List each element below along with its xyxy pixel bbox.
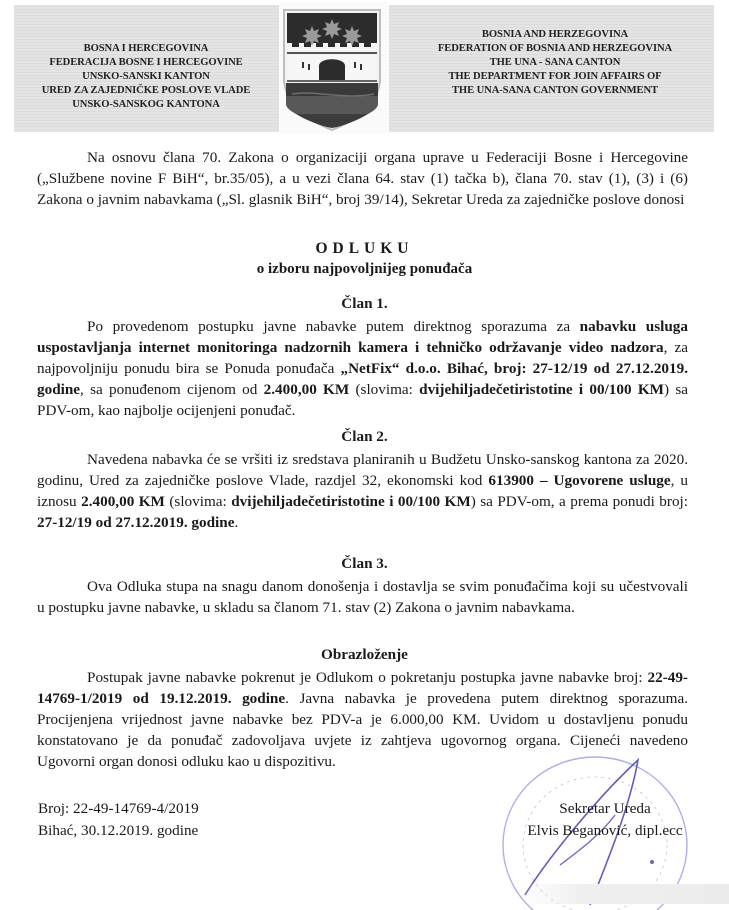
preamble [37, 147, 688, 210]
place-date: Bihać, 30.12.2019. godine [38, 822, 199, 839]
document-title: ODLUKU [315, 240, 414, 257]
emphasized-text: 22-49-14769-1/2019 od 19.12.2019. godine [37, 669, 688, 707]
letterhead-left-line: URED ZA ZAJEDNIČKE POSLOVE VLADE [41, 85, 251, 96]
text-segment: , sa ponuđenom cijenom od [80, 381, 264, 398]
text-segment: , za najpovoljniju ponudu bira se Ponuda ponuđača [37, 339, 688, 377]
letterhead-left-line: UNSKO-SANSKI KANTON [82, 71, 210, 82]
preamble-text: Na osnovu člana 70. Zakona o organizaciji organa uprave u Federaciji Bosne i Hercegovine („Službene novine F BiH“, br.35/05), a u vezi člana 64. stav (1) tačka b), člana 70. stav (1), (3) i (6) Zakona o javnim nabavkama („Sl. glasnik BiH“, broj 39/14), Sekretar Ureda za zajedničke poslove donosi [37, 149, 688, 208]
article-1-heading: Član 1. [341, 295, 388, 312]
text-segment: . [234, 514, 239, 531]
text-segment: Po provedenom postupku javne nabavke putem direktnog sporazuma za [87, 318, 580, 335]
emphasized-text: dvijehiljadečetiristotine i 00/100 KM [231, 493, 471, 510]
document-reference [38, 798, 199, 842]
emphasized-text: 613900 – Ugovorene usluge [488, 472, 671, 489]
document-subtitle: o izboru najpovoljnijeg ponuđača [256, 261, 473, 277]
explanation-heading: Obrazloženje [321, 646, 408, 663]
signature-block [490, 798, 720, 842]
letterhead-right-line: THE UNA - SANA CANTON [489, 57, 621, 68]
article-1-text [37, 316, 688, 421]
signer-title: Sekretar Ureda [559, 800, 651, 817]
emphasized-text: dvijehiljadečetiristotine i 00/100 KM [419, 381, 665, 398]
emphasized-text: nabavku usluga uspostavljanja internet monitoringa nadzornih kamera i tehničko održavanje video nadzora [37, 318, 688, 356]
article-3-body [37, 576, 688, 618]
text-segment: (slovima: [349, 381, 420, 398]
text-segment: . Javna nabavka je provedena putem direktnog sporazuma. Procijenjena vrijednost javne nabavke bez PDV-a je 6.000,00 KM. Uvidom u dostavljenu ponudu konstatovano je da ponuđač zadovoljava uvjete iz zahtjeva ugovornog organa. Cijeneći navedeno Ugovorni organ donosi odluku kao u dispozitivu. [37, 690, 688, 770]
text-segment: Ova Odluka stupa na snagu danom donošenja i dostavlja se svim ponuđačima koji su učestvovali u postupku javne nabavke, u skladu sa članom 71. stav (2) Zakona o javnim nabavkama. [37, 578, 688, 616]
document-number: Broj: 22-49-14769-4/2019 [38, 800, 199, 817]
emphasized-text: 2.400,00 KM [263, 381, 350, 398]
article-2-text [37, 449, 688, 533]
letterhead-right-line: THE UNA-SANA CANTON GOVERNMENT [451, 85, 659, 96]
text-segment: Postupak javne nabavke pokrenut je Odlukom o pokretanju postupka javne nabavke broj: [87, 669, 648, 686]
emphasized-text: „NetFix“ d.o.o. Bihać, broj: 27-12/19 od 27.12.2019. godine [37, 360, 688, 398]
text-segment: ) sa PDV-om, a prema ponudi broj: [470, 493, 688, 510]
signer-name: Elvis Beganović, dipl.ecc [527, 822, 683, 839]
letterhead-right-line: FEDERATION OF BOSNIA AND HERZEGOVINA [437, 43, 673, 54]
letterhead-left-line: UNSKO-SANSKOG KANTONA [72, 99, 220, 110]
letterhead-right-line: THE DEPARTMENT FOR JOIN AFFAIRS OF [448, 71, 662, 82]
letterhead-right [390, 28, 720, 98]
letterhead-left-line: FEDERACIJA BOSNE I HERCEGOVINE [49, 57, 243, 68]
text-segment: , u iznosu [37, 472, 689, 510]
article-3-text [37, 576, 688, 618]
emphasized-text: 2.400,00 KM [81, 493, 165, 510]
article-3-heading: Član 3. [341, 555, 388, 572]
letterhead-left [14, 42, 278, 112]
text-segment: ) sa PDV-om, kao najbolje ocijenjeni ponuđač. [37, 381, 688, 419]
article-2-body [37, 449, 688, 533]
article-2-heading: Član 2. [341, 428, 388, 445]
article-1-body [37, 316, 688, 421]
text-segment: (slovima: [164, 493, 232, 510]
letterhead-right-line: BOSNIA AND HERZEGOVINA [481, 29, 629, 40]
text-segment: Navedena nabavka će se vršiti iz sredstava planiranih u Budžetu Unsko-sanskog kantona za 2020. godinu, Ured za zajedničke poslove Vlade, razdjel 32, ekonomski kod [37, 451, 688, 489]
letterhead-left-line: BOSNA I HERCEGOVINA [83, 43, 209, 54]
scan-shadow [520, 884, 729, 904]
emphasized-text: 27-12/19 od 27.12.2019. godine [37, 514, 235, 531]
coat-of-arms-icon [282, 8, 382, 132]
